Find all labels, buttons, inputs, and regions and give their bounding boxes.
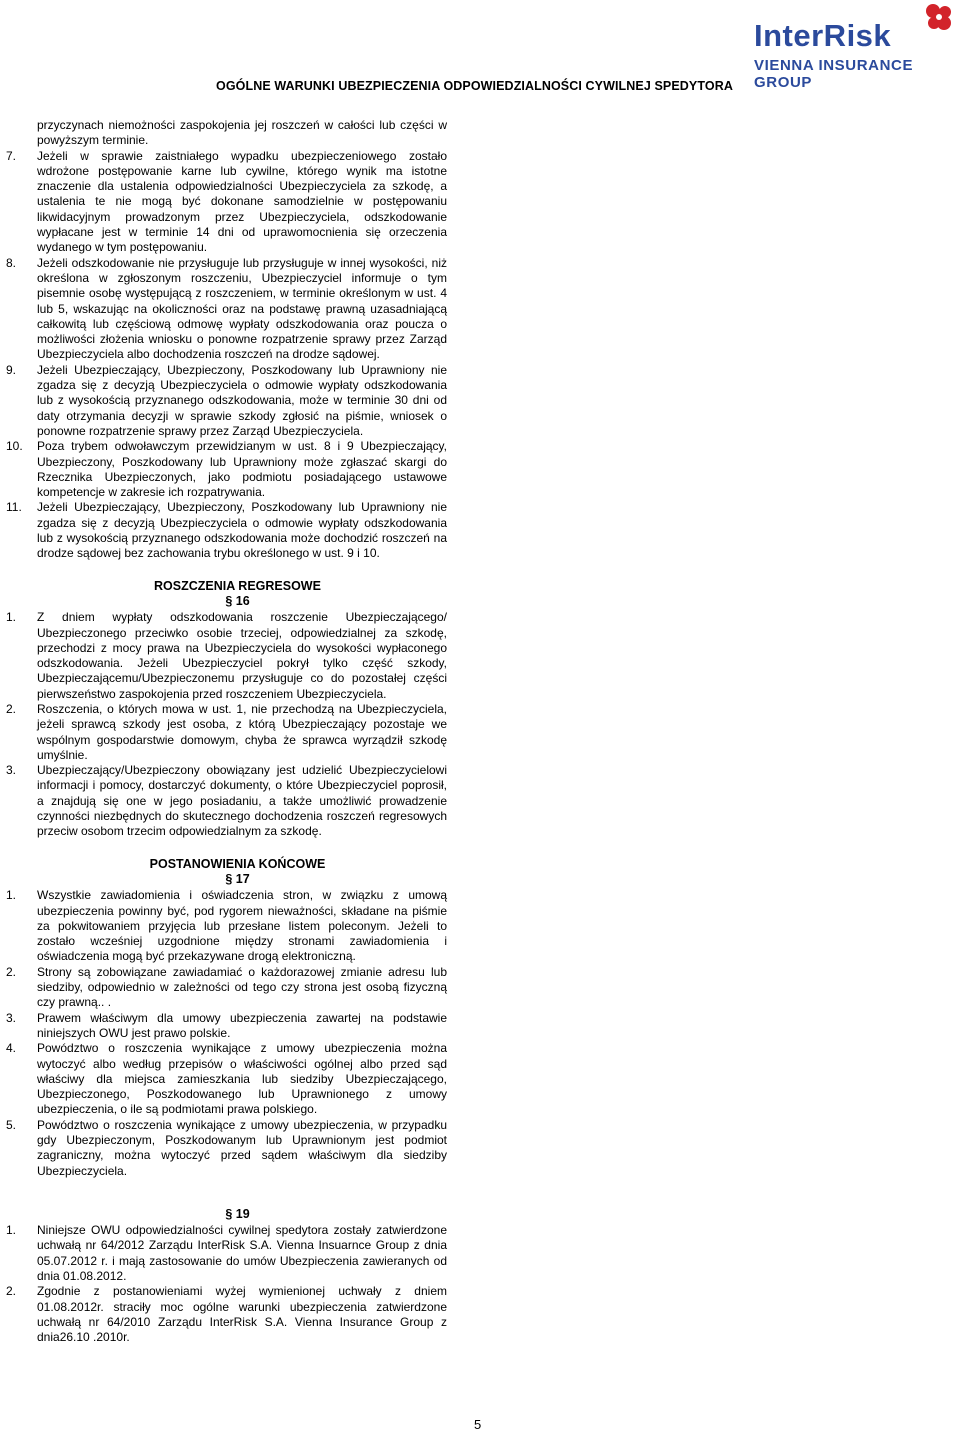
section-19-items [6, 1223, 447, 1345]
section-title-regres: ROSZCZENIA REGRESOWE [154, 578, 321, 593]
item-number: 11. [6, 500, 22, 515]
item-number: 1. [6, 1223, 17, 1238]
page-number: 5 [474, 1417, 482, 1432]
item-text: Jeżeli Ubezpieczający, Ubezpieczony, Poszkodowany lub Uprawniony nie zgadza się z decyzją Ubezpieczyciela o odmowie wypłaty odszkodowania lub z wysokością przyznanego odszkodowania może dochodzić roszczeń na drodze sądowej bez zachowania trybu określonego w ust. 9 i 10. [37, 500, 447, 561]
list-item [6, 118, 447, 149]
item-number: 2. [6, 701, 17, 716]
document-title: OGÓLNE WARUNKI UBEZPIECZENIA ODPOWIEDZIALNOŚCI CYWILNEJ SPEDYTORA [216, 79, 733, 93]
item-text: Strony są zobowiązane zawiadamiać o każdorazowej zmianie adresu lub siedziby, odpowiednio w zależności od tego czy strona jest osobą fizyczną czy prawną.. . [37, 964, 447, 1010]
item-number: 3. [6, 763, 17, 778]
list-item [6, 888, 447, 964]
logo-name: InterRisk [754, 18, 892, 53]
list-item [6, 1284, 447, 1345]
paragraph-number-19: § 19 [225, 1206, 250, 1221]
list-item [6, 1118, 447, 1179]
interrisk-logo [748, 2, 956, 91]
document-body [6, 118, 447, 1346]
item-text: Powództwo o roszczenia wynikające z umowy ubezpieczenia, w przypadku gdy Ubezpieczonym, Poszkodowanym lub Uprawnionym jest podmiot zagraniczny, można wytoczyć przed sądem właściwym dla siedziby Ubezpieczyciela. [37, 1117, 447, 1178]
paragraph-number-16: § 16 [225, 593, 250, 608]
item-number: 5. [6, 1117, 17, 1132]
section-title-final: POSTANOWIENIA KOŃCOWE [149, 856, 326, 871]
list-item [6, 439, 447, 500]
item-number: 7. [6, 148, 17, 163]
list-item [6, 256, 447, 363]
item-text: Jeżeli w sprawie zaistniałego wypadku ubezpieczeniowego zostało wdrożone postępowanie karne lub cywilne, którego wynik ma istotne znaczenie dla ustalenia odpowiedzialności Ubezpieczyciela za szkodę, a ustalenia te nie mogą być dokonane samodzielnie w postępowaniu likwidacyjnym prowadzonym przez Ubezpieczyciela, odszkodowanie wypłacane jest w terminie 14 dni od uprawomocnienia się orzeczenia wydanego w tym postępowaniu. [37, 148, 447, 255]
item-text: Roszczenia, o których mowa w ust. 1, nie przechodzą na Ubezpieczyciela, jeżeli sprawcą szkody jest osoba, z którą Ubezpieczający pozostaje we wspólnym gospodarstwie domowym, chyba że sprawca wyrządził szkodę umyślnie. [37, 701, 447, 762]
list-item [6, 610, 447, 702]
paragraph-number-17: § 17 [225, 871, 250, 886]
list-item [6, 965, 447, 1011]
item-text: Niniejsze OWU odpowiedzialności cywilnej spedytora zostały zatwierdzone uchwałą nr 64/2012 Zarządu InterRisk S.A. Vienna Insuarnce Group z dnia 05.07.2012 r. i mają zastosowanie do umów Ubezpieczenia zawieranych od dnia 01.08.2012. [37, 1223, 447, 1284]
item-text: Ubezpieczający/Ubezpieczony obowiązany jest udzielić Ubezpieczycielowi informacji i pomocy, dostarczyć dokumenty, o które Ubezpieczyciel poprosił, a znajdują się one w jego posiadaniu, a także umożliwić prowadzenie czynności niezbędnych do skutecznego dochodzenia roszczeń regresowych przeciw osobom trzecim odpowiedzialnym za szkodę. [37, 763, 447, 839]
item-text: Prawem właściwym dla umowy ubezpieczenia zawartej na podstawie niniejszych OWU jest prawo polskie. [37, 1010, 447, 1040]
item-text: Z dniem wypłaty odszkodowania roszczenie Ubezpieczającego/ Ubezpieczonego przeciwko osobie trzeciej, odpowiedzialnej za szkodę, przechodzi z mocy prawa na Ubezpieczyciela do wysokości wypłaconego odszkodowania. Jeżeli Ubezpieczyciel pokrył tylko część szkody, Ubezpieczającemu/Ubezpieczonemu przysługuje co do pozostałej części pierwszeństwo zaspokojenia przed roszczeniem Ubezpieczyciela. [37, 610, 447, 701]
item-text: Poza trybem odwoławczym przewidzianym w ust. 8 i 9 Ubezpieczający, Ubezpieczony, Poszkodowany lub Uprawniony może zgłaszać skargi do Rzecznika Ubezpieczonych, jako podmiotu posiadającego ustawowe kompetencje w zakresie ich rozpatrywania. [37, 439, 447, 500]
item-number: 1. [6, 610, 17, 625]
list-item [6, 500, 447, 561]
list-item [6, 763, 447, 839]
list-item [6, 149, 447, 256]
item-text: Jeżeli odszkodowanie nie przysługuje lub przysługuje w innej wysokości, niż określona w zgłoszonym roszczeniu, Ubezpieczyciel informuje o tym pisemnie osobę występującą z roszczeniem, w terminie określonym w ust. 4 lub 5, wskazując na okoliczności oraz na podstawę prawną uzasadniającą całkowitą lub częściową odmowę wypłaty odszkodowania oraz poucza o możliwości złożenia wniosku o ponowne rozpatrzenie sprawy przez Zarząd Ubezpieczyciela albo dochodzenia roszczeń na drodze sądowej. [37, 255, 447, 362]
item-text: przyczynach niemożności zaspokojenia jej roszczeń w całości lub części w powyższym terminie. [37, 118, 447, 148]
claims-section-continued [6, 118, 447, 562]
section-16-items [6, 610, 447, 839]
list-item [6, 702, 447, 763]
item-number: 8. [6, 255, 17, 270]
item-number: 2. [6, 1284, 17, 1299]
list-item [6, 363, 447, 439]
item-text: Wszystkie zawiadomienia i oświadczenia stron, w związku z umową ubezpieczenia powinny być, pod rygorem nieważności, składane na piśmie za pokwitowaniem przyjęcia lub przesłane listem poleconym. Jeżeli to zostało wcześniej uzgodnione między stronami zawiadomienia i oświadczenia mogą być przekazywane drogą elektroniczną. [37, 888, 447, 964]
logo-group: VIENNA INSURANCE GROUP [754, 57, 914, 91]
item-number: 1. [6, 888, 17, 903]
list-item [6, 1011, 447, 1042]
item-text: Zgodnie z postanowieniami wyżej wymienionej uchwały z dniem 01.08.2012r. straciły moc ogólne warunki ubezpieczenia zatwierdzone uchwałą nr 64/2010 Zarządu InterRisk S.A. Vienna Insurance Group z dnia26.10 .2010r. [37, 1284, 447, 1345]
logo-butterfly-icon [924, 2, 954, 32]
item-number: 2. [6, 964, 17, 979]
section-17-items [6, 888, 447, 1179]
item-number: 4. [6, 1041, 17, 1056]
item-number: 9. [6, 362, 17, 377]
list-item [6, 1041, 447, 1117]
item-text: Jeżeli Ubezpieczający, Ubezpieczony, Poszkodowany lub Uprawniony nie zgadza się z decyzją Ubezpieczyciela o odmowie wypłaty odszkodowania lub z wysokością przyznanego odszkodowania, może w terminie 30 dni od daty otrzymania decyzji w sprawie szkody zgłosić na piśmie, wniosek o ponowne rozpatrzenie sprawy przez Zarząd Ubezpieczyciela. [37, 362, 447, 438]
item-number: 3. [6, 1010, 17, 1025]
list-item [6, 1223, 447, 1284]
item-text: Powództwo o roszczenia wynikające z umowy ubezpieczenia można wytoczyć albo według przepisów o właściwości ogólnej albo przed sąd właściwy dla miejsca zamieszkania lub siedziby Ubezpieczającego, Ubezpieczonego, Poszkodowanego lub Uprawnionego z umowy ubezpieczenia, o ile są podmiotami prawa polskiego. [37, 1041, 447, 1117]
item-number: 10. [6, 439, 23, 454]
